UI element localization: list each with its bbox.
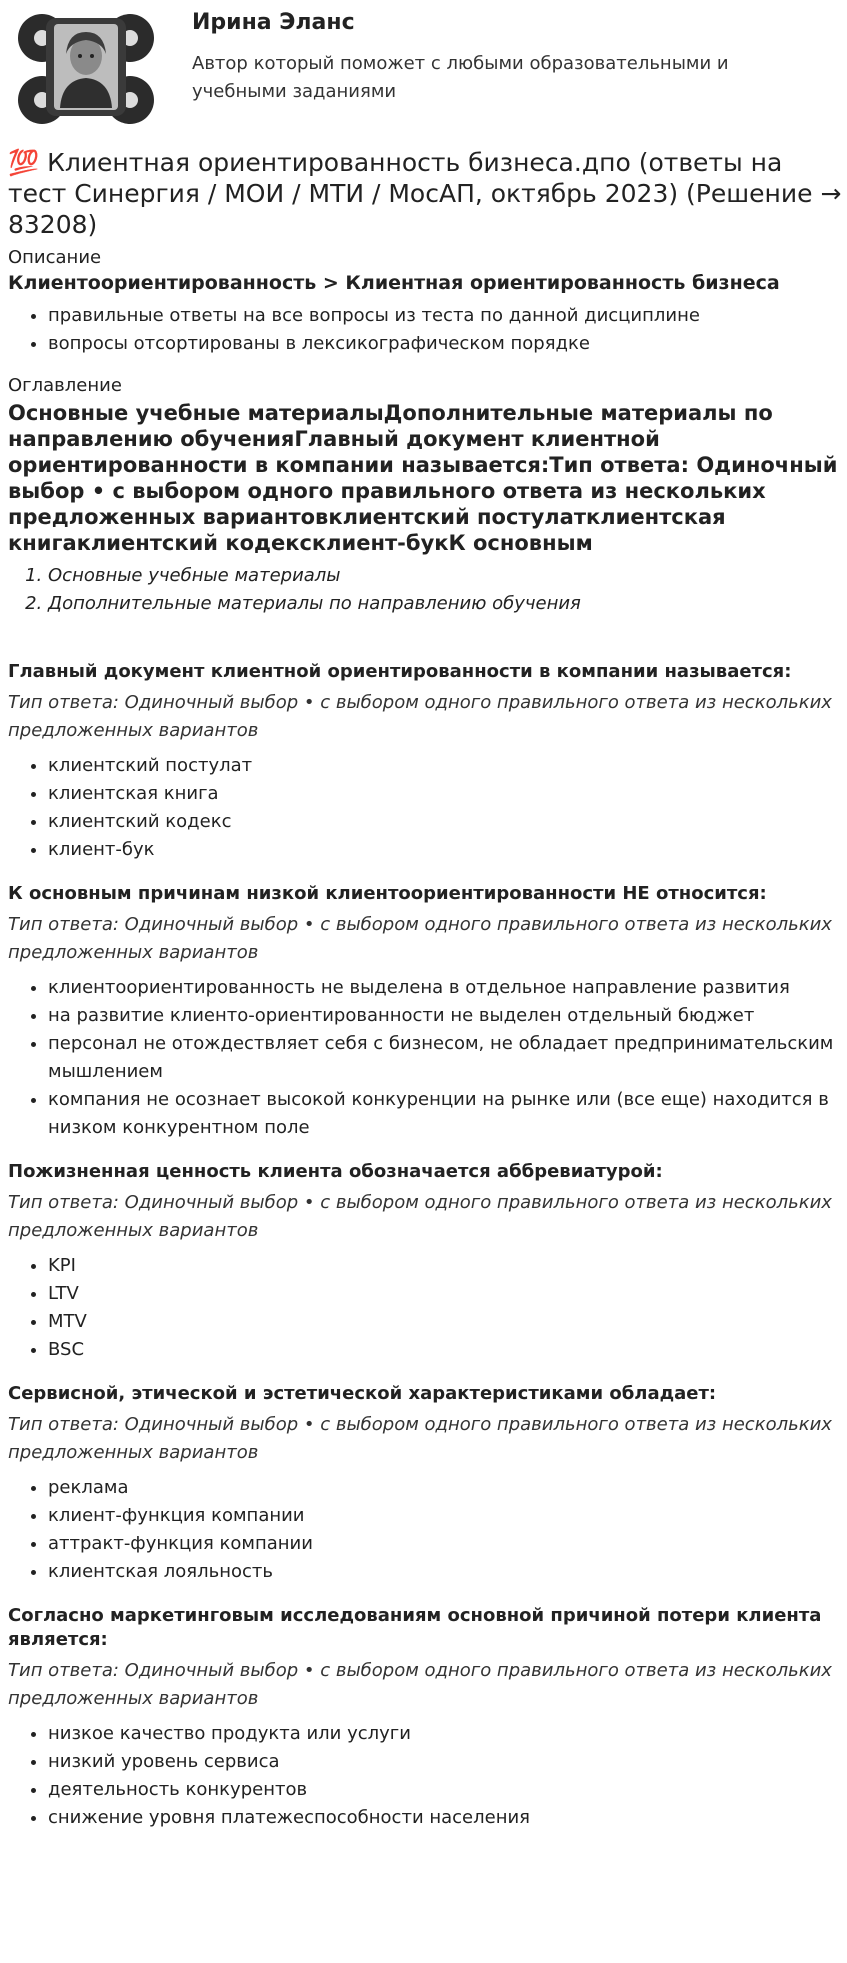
answer-option: • клиентоориентированность не выделена в отдельное направление развития: [48, 974, 839, 1002]
answer-option: • клиентский кодекс: [48, 808, 839, 836]
question-type: Тип ответа: Одиночный выбор • с выбором одного правильного ответа из нескольких предложенных вариантов: [8, 1414, 832, 1463]
author-avatar[interactable]: [16, 8, 156, 126]
page-title: 💯 Клиентная ориентированность бизнеса.дпо (ответы на тест Синергия / МОИ / МТИ / МосАП, октябрь 2023) (Решение → 83208): [8, 148, 842, 239]
answer-options: [8, 752, 839, 864]
answer-option: • низкое качество продукта или услуги: [48, 1720, 839, 1748]
question-type: Тип ответа: Одиночный выбор • с выбором одного правильного ответа из нескольких предложенных вариантов: [8, 914, 832, 963]
question-type: Тип ответа: Одиночный выбор • с выбором одного правильного ответа из нескольких предложенных вариантов: [8, 1660, 832, 1709]
question-title: Согласно маркетинговым исследованиям основной причиной потери клиента является:: [8, 1605, 822, 1650]
questions-list: [8, 660, 839, 1832]
answer-option: • клиентская книга: [48, 780, 839, 808]
question-type: Тип ответа: Одиночный выбор • с выбором одного правильного ответа из нескольких предложенных вариантов: [8, 1192, 832, 1241]
answer-option: • клиент-бук: [48, 836, 839, 864]
question-title: К основным причинам низкой клиентоориентированности НЕ относится:: [8, 883, 767, 904]
answer-option: • на развитие клиенто-ориентированности не выделен отдельный бюджет: [48, 1002, 839, 1030]
answer-option: • клиентская лояльность: [48, 1558, 839, 1586]
list-item: • правильные ответы на все вопросы из теста по данной дисциплине: [48, 302, 839, 330]
answer-option: • BSC: [48, 1336, 839, 1364]
question-type: Тип ответа: Одиночный выбор • с выбором одного правильного ответа из нескольких предложенных вариантов: [8, 692, 832, 741]
answer-option: • клиентский постулат: [48, 752, 839, 780]
answer-option: • KPI: [48, 1252, 839, 1280]
answer-options: [8, 974, 839, 1142]
answer-option: • аттракт-функция компании: [48, 1530, 839, 1558]
toc-item[interactable]: 2. Дополнительные материалы по направлению обучения: [48, 590, 839, 618]
question-block: [8, 1382, 839, 1586]
question-title: Сервисной, этической и эстетической характеристиками обладает:: [8, 1383, 717, 1404]
question-block: [8, 1160, 839, 1364]
question-block: [8, 660, 839, 864]
answer-options: [8, 1252, 839, 1364]
answer-option: • снижение уровня платежеспособности населения: [48, 1804, 839, 1832]
author-name[interactable]: Ирина Эланс: [192, 10, 355, 35]
author-header: [8, 0, 839, 140]
toc-list: [8, 562, 839, 618]
answer-option: • MTV: [48, 1308, 839, 1336]
answer-option: • низкий уровень сервиса: [48, 1748, 839, 1776]
question-block: [8, 1604, 839, 1832]
list-item: • вопросы отсортированы в лексикографическом порядке: [48, 330, 839, 358]
toc-heading: Основные учебные материалыДополнительные материалы по направлению обученияГлавный документ клиентной ориентированности в компании называется:Тип ответа: Одиночный выбор • с выбором одного правильного ответа из нескольких предложенных вариантовклиентский постулатклиентская книгаклиентский кодексклиент-букК основным: [8, 401, 838, 555]
spacer: [8, 618, 839, 660]
answer-options: [8, 1474, 839, 1586]
question-title: Пожизненная ценность клиента обозначается аббревиатурой:: [8, 1161, 663, 1182]
description-label: Описание: [8, 247, 102, 268]
answer-option: • реклама: [48, 1474, 839, 1502]
answer-option: • LTV: [48, 1280, 839, 1308]
question-title: Главный документ клиентной ориентированности в компании называется:: [8, 661, 792, 682]
answer-option: • клиент-функция компании: [48, 1502, 839, 1530]
breadcrumb: Клиентоориентированность > Клиентная ориентированность бизнеса: [8, 272, 780, 294]
description-section: [8, 246, 839, 358]
author-description: Автор который поможет с любыми образовательными и учебными заданиями: [192, 53, 729, 102]
toc-section: [8, 374, 839, 618]
answer-option: • персонал не отождествляет себя с бизнесом, не обладает предпринимательским мышлением: [48, 1030, 839, 1086]
answer-options: [8, 1720, 839, 1832]
description-list: [8, 302, 839, 358]
answer-option: • компания не осознает высокой конкуренции на рынке или (все еще) находится в низком конкурентном поле: [48, 1086, 839, 1142]
question-block: [8, 882, 839, 1142]
toc-label: Оглавление: [8, 375, 122, 396]
answer-option: • деятельность конкурентов: [48, 1776, 839, 1804]
toc-item[interactable]: 1. Основные учебные материалы: [48, 562, 839, 590]
